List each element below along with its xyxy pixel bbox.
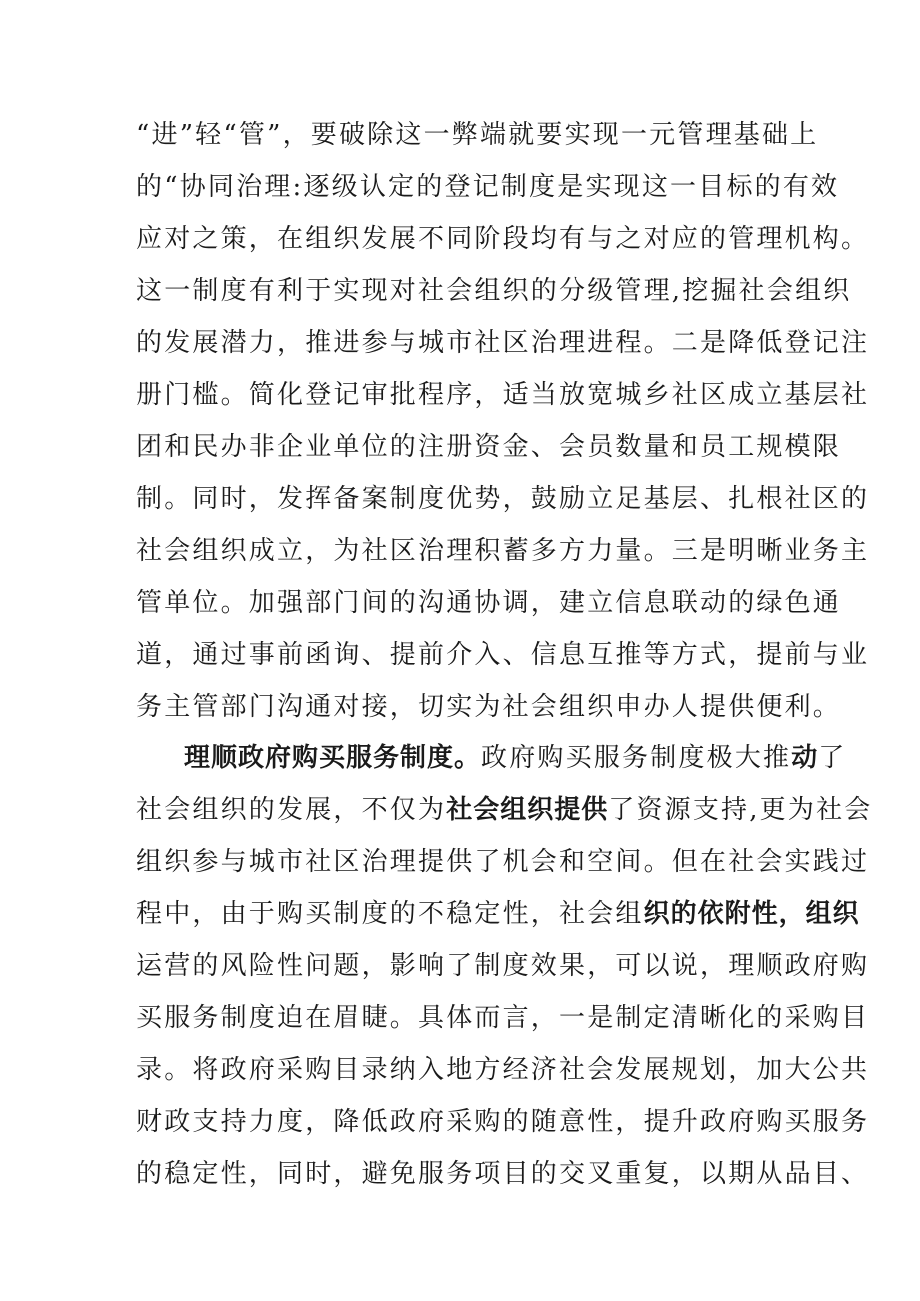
text-line: 社会组织成立，为社区治理积蓄多方力量。三是明晰业务主 (136, 536, 870, 566)
paragraph-registration-system (136, 109, 870, 733)
bold-text-span: 织的依附性，组织 (643, 899, 860, 929)
text-span: 了资源支持,更为社会 (608, 795, 873, 825)
paragraph-government-procurement (136, 732, 873, 1200)
text-line (136, 784, 873, 836)
text-line: 组织参与城市社区治理提供了机会和空间。但在社会实践过 (136, 847, 870, 877)
text-span: 社会组织的发展，不仅为 (136, 795, 447, 825)
text-span: 程中，由于购买制度的不稳定性，社会组 (136, 899, 644, 929)
text-line (136, 732, 847, 784)
text-line: 这一制度有利于实现对社会组织的分级管理,挖掘社会组织 (136, 276, 852, 306)
text-span: 了 (818, 743, 847, 773)
text-line: 册门槛。简化登记审批程序，适当放宽城乡社区成立基层社 (136, 380, 870, 410)
text-line: “进”轻“管”，要破除这一弊端就要实现一元管理基础上 (136, 120, 819, 150)
text-line: 团和民办非企业单位的注册资金、会员数量和员工规模限 (136, 432, 842, 462)
section-heading: 理顺政府购买服务制度。 (184, 743, 482, 773)
text-line: 制。同时，发挥备案制度优势，鼓励立足基层、扎根社区的 (136, 484, 870, 514)
text-line: 务主管部门沟通对接，切实为社会组织申办人提供便利。 (136, 692, 842, 722)
text-line: 录。将政府采购目录纳入地方经济社会发展规划，加大公共 (136, 1055, 870, 1085)
text-line: 买服务制度迫在眉睫。具体而言，一是制定清晰化的采购目 (136, 1003, 870, 1033)
text-span: 政府购买服务制度极大推 (481, 743, 792, 773)
text-line: 道，通过事前函询、提前介入、信息互推等方式，提前与业 (136, 640, 870, 670)
bold-text-span: 动 (791, 743, 819, 773)
text-line: 运营的风险性问题，影响了制度效果，可以说，理顺政府购 (136, 951, 870, 981)
text-line: 应对之策，在组织发展不同阶段均有与之对应的管理机构。 (136, 224, 870, 254)
text-line (136, 888, 860, 940)
text-line: 的“协同治理:逐级认定的登记制度是实现这一目标的有效 (136, 172, 840, 202)
bold-text-span: 社会组织提供 (446, 795, 609, 825)
text-line: 财政支持力度，降低政府采购的随意性，提升政府购买服务 (136, 1107, 870, 1137)
text-line: 管单位。加强部门间的沟通协调，建立信息联动的绿色通 (136, 588, 842, 618)
text-line: 的稳定性，同时，避免服务项目的交叉重复，以期从品目、 (136, 1159, 870, 1189)
text-line: 的发展潜力，推进参与城市社区治理进程。二是降低登记注 (136, 328, 870, 358)
